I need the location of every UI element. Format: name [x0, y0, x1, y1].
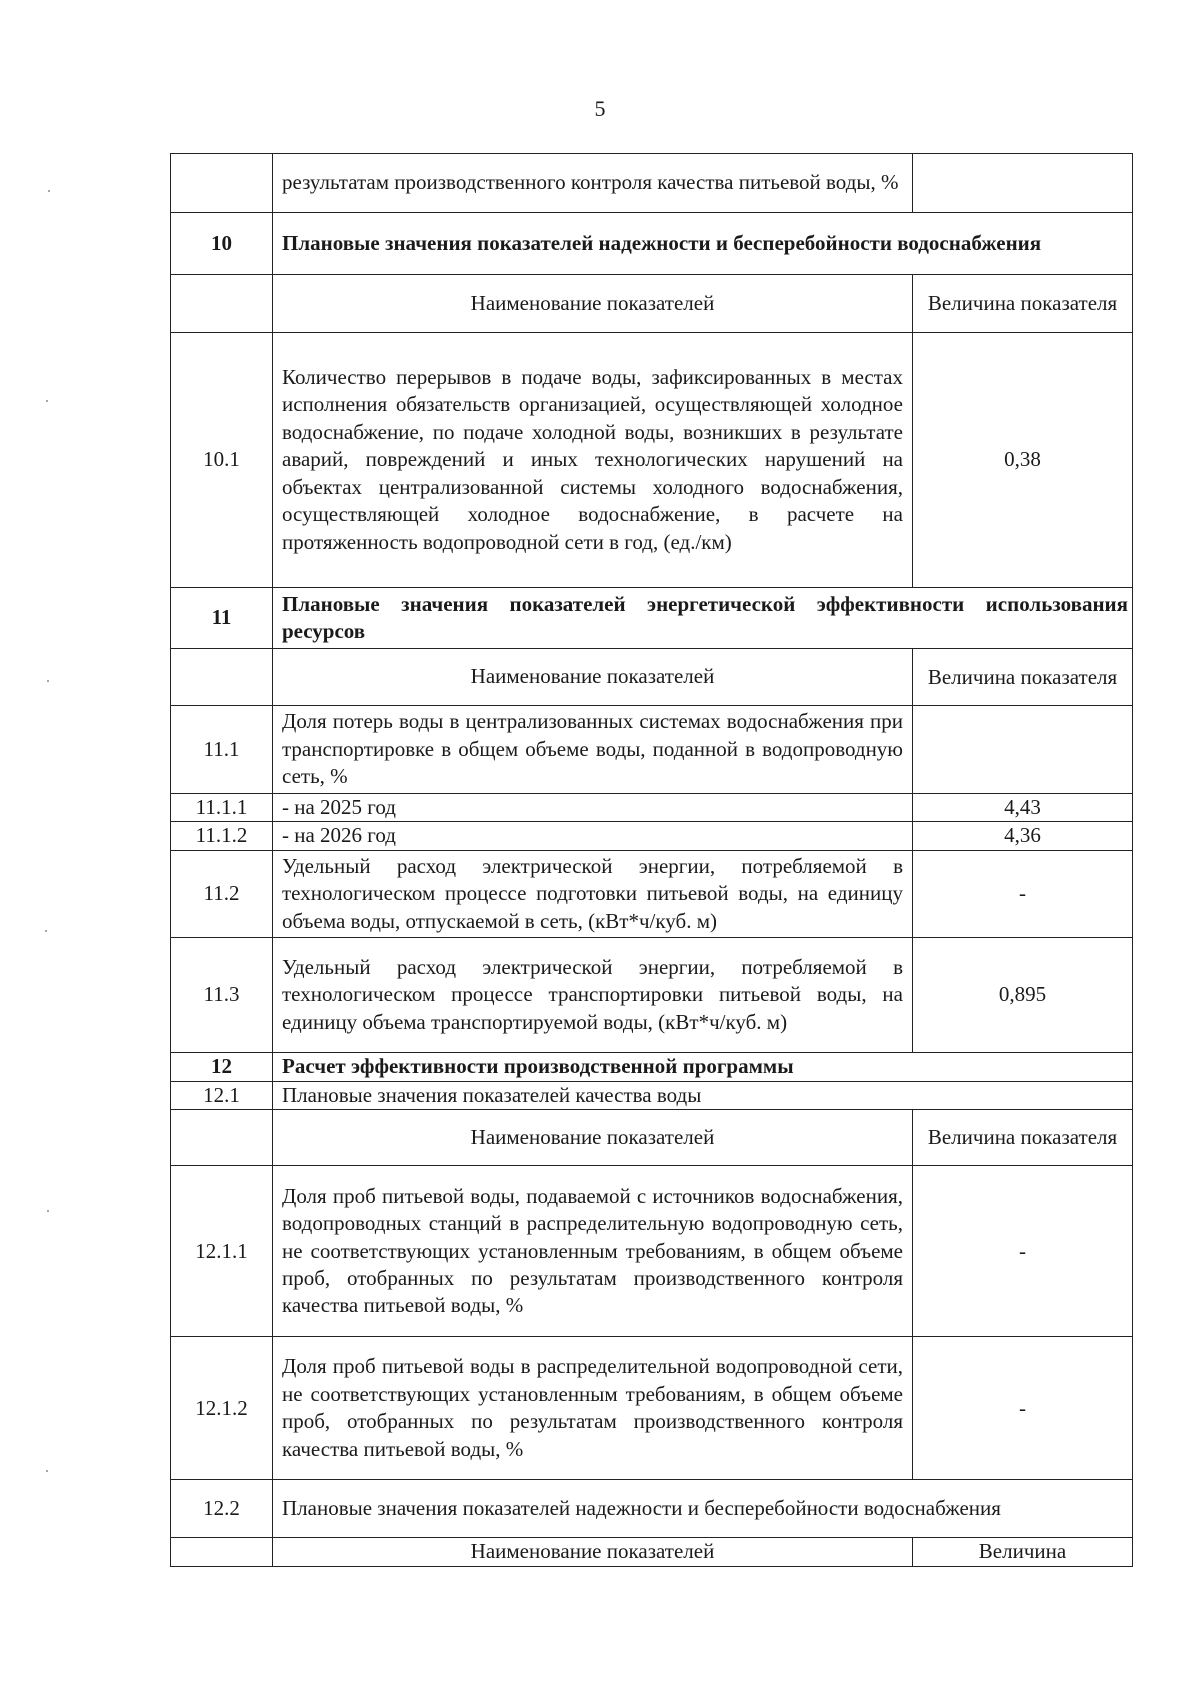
indicator-description: Доля проб питьевой воды в распределительной водопроводной сети, не соответствующих установленным требованиям, в общем объеме проб, отобранных по результатам производственного контроля качества питьевой воды, %	[273, 1337, 913, 1480]
subsection-row	[171, 1480, 1133, 1538]
subsection-number: 12.1	[171, 1081, 273, 1109]
header-row	[171, 1538, 1133, 1566]
header-indicator-value: Величина показателя	[913, 1110, 1133, 1166]
section-title: Плановые значения показателей надежности и бесперебойности водоснабжения	[273, 213, 1133, 275]
indicator-value: 4,36	[913, 822, 1133, 850]
indicator-value	[913, 706, 1133, 794]
row-number: 11.2	[171, 850, 273, 937]
scan-speck	[47, 680, 49, 682]
table-row	[171, 706, 1133, 794]
subsection-title: Плановые значения показателей надежности и бесперебойности водоснабжения	[273, 1480, 1133, 1538]
indicator-description: Доля проб питьевой воды, подаваемой с источников водоснабжения, водопроводных станций в распределительную водопроводную сеть, не соответствующих установленным требованиям, в общем объеме проб, отобранных по результатам производственного контроля качества питьевой воды, %	[273, 1166, 913, 1337]
subsection-title: Плановые значения показателей качества воды	[273, 1081, 1133, 1109]
table-row	[171, 333, 1133, 588]
indicators-table	[170, 153, 1133, 1567]
row-number: 10.1	[171, 333, 273, 588]
indicator-value: 0,895	[913, 937, 1133, 1052]
indicator-value: -	[913, 1166, 1133, 1337]
table-row	[171, 850, 1133, 937]
page-number: 5	[594, 96, 606, 121]
section-title: Расчет эффективности производственной программы	[273, 1052, 1133, 1081]
row-number: 11.3	[171, 937, 273, 1052]
header-number-cell	[171, 1110, 273, 1166]
indicator-description: - на 2026 год	[273, 822, 913, 850]
indicator-value	[913, 154, 1133, 213]
header-indicator-value: Величина	[913, 1538, 1133, 1566]
scan-speck	[46, 400, 48, 402]
subsection-row	[171, 1081, 1133, 1109]
table-row	[171, 937, 1133, 1052]
indicator-value: 4,43	[913, 794, 1133, 822]
row-number: 11.1.1	[171, 794, 273, 822]
indicator-value: -	[913, 1337, 1133, 1480]
header-row	[171, 649, 1133, 706]
indicator-description: результатам производственного контроля качества питьевой воды, %	[273, 154, 913, 213]
indicator-description: Количество перерывов в подаче воды, зафиксированных в местах исполнения обязательств организацией, осуществляющей холодное водоснабжение, по подаче холодной воды, возникших в результате аварий, повреждений и иных технологических нарушений на объектах централизованной системы холодного водоснабжения, осуществляющей холодное водоснабжение, в расчете на протяженность водопроводной сети в год, (ед./км)	[273, 333, 913, 588]
indicator-value: 0,38	[913, 333, 1133, 588]
scan-speck	[48, 190, 50, 192]
row-number	[171, 154, 273, 213]
table-row	[171, 1337, 1133, 1480]
section-row	[171, 213, 1133, 275]
header-indicator-value: Величина показателя	[913, 649, 1133, 706]
indicator-description: Удельный расход электрической энергии, потребляемой в технологическом процессе транспортировки питьевой воды, на единицу объема транспортируемой воды, (кВт*ч/куб. м)	[273, 937, 913, 1052]
scan-speck	[45, 930, 47, 932]
scan-speck	[46, 1470, 48, 1472]
indicator-value: -	[913, 850, 1133, 937]
header-indicator-name: Наименование показателей	[273, 649, 913, 706]
header-indicator-name: Наименование показателей	[273, 1110, 913, 1166]
section-number: 10	[171, 213, 273, 275]
indicator-description: - на 2025 год	[273, 794, 913, 822]
row-number: 11.1	[171, 706, 273, 794]
indicator-description: Удельный расход электрической энергии, потребляемой в технологическом процессе подготовки питьевой воды, на единицу объема воды, отпускаемой в сеть, (кВт*ч/куб. м)	[273, 850, 913, 937]
table-row	[171, 154, 1133, 213]
row-number: 12.1.2	[171, 1337, 273, 1480]
header-number-cell	[171, 649, 273, 706]
section-title: Плановые значения показателей энергетической эффективности использования ресурсов	[273, 588, 1133, 649]
section-number: 12	[171, 1052, 273, 1081]
subsection-number: 12.2	[171, 1480, 273, 1538]
header-indicator-name: Наименование показателей	[273, 1538, 913, 1566]
section-number: 11	[171, 588, 273, 649]
table-row	[171, 1166, 1133, 1337]
header-row	[171, 1110, 1133, 1166]
indicator-description: Доля потерь воды в централизованных системах водоснабжения при транспортировке в общем объеме воды, поданной в водопроводную сеть, %	[273, 706, 913, 794]
header-number-cell	[171, 275, 273, 333]
scan-speck	[47, 1210, 49, 1212]
table-row	[171, 822, 1133, 850]
header-number-cell	[171, 1538, 273, 1566]
section-row	[171, 1052, 1133, 1081]
row-number: 12.1.1	[171, 1166, 273, 1337]
section-row	[171, 588, 1133, 649]
row-number: 11.1.2	[171, 822, 273, 850]
header-indicator-value: Величина показателя	[913, 275, 1133, 333]
header-indicator-name: Наименование показателей	[273, 275, 913, 333]
table-row	[171, 794, 1133, 822]
header-row	[171, 275, 1133, 333]
